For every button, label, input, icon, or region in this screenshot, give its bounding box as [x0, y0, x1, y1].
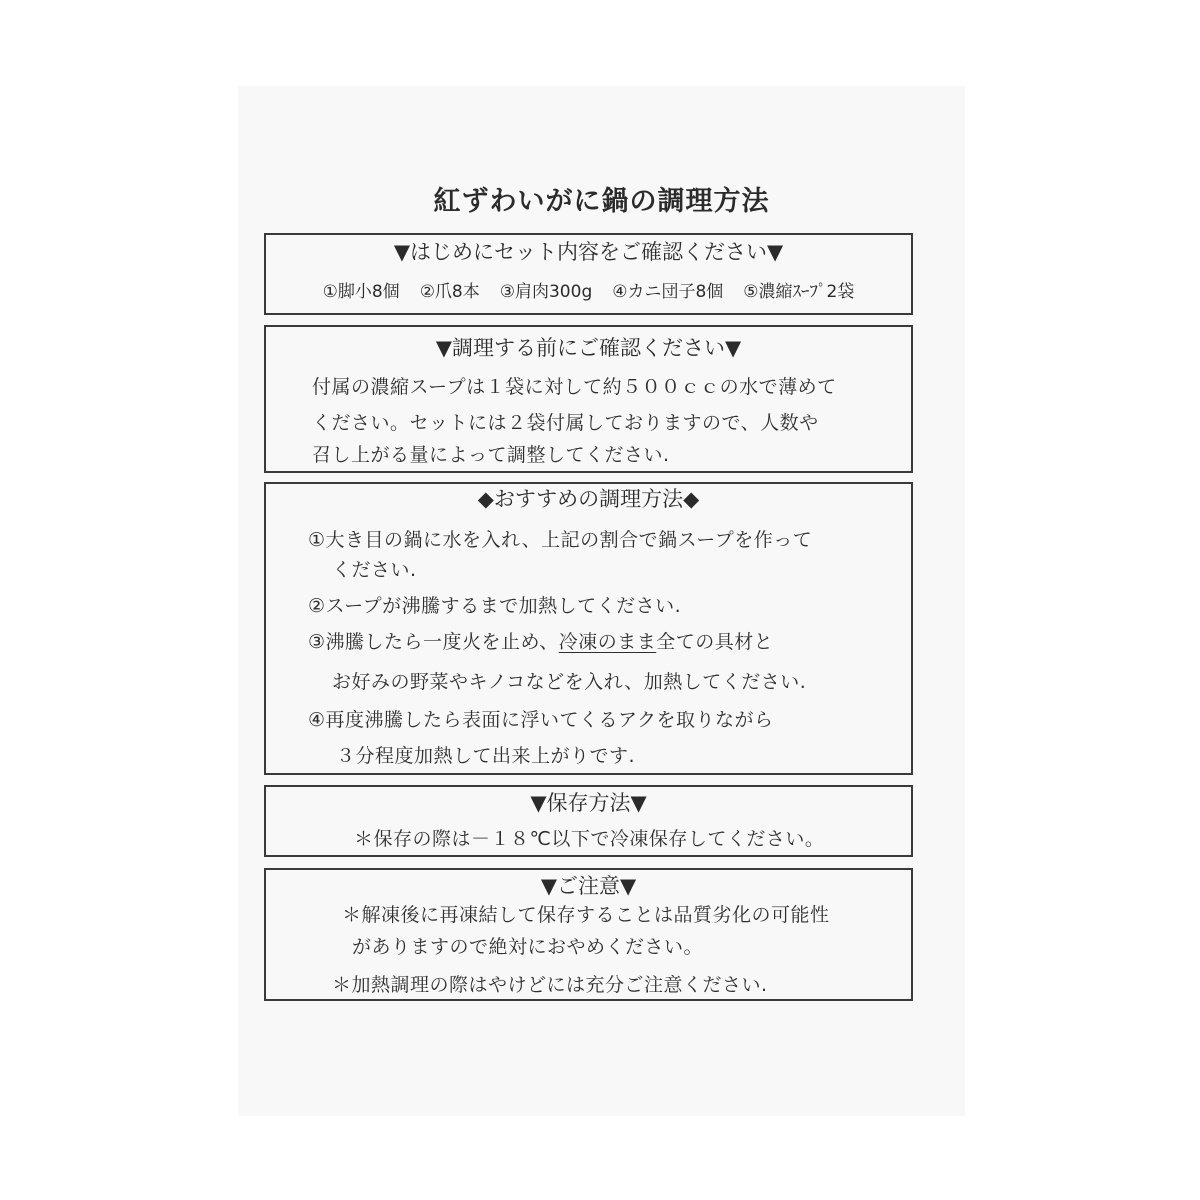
caution-box	[264, 868, 913, 1001]
set-contents-heading: ▼はじめにセット内容をご確認ください▼	[393, 240, 784, 264]
list-item: ④カニ団子8個	[612, 282, 724, 302]
before-cooking-box	[264, 325, 913, 473]
method-step: ください.	[332, 559, 417, 581]
storage-box	[264, 785, 913, 857]
method-step	[308, 628, 773, 656]
list-item: ①脚小8個	[322, 282, 400, 302]
caution-line: ＊加熱調理の際はやけどには充分ご注意ください.	[332, 974, 768, 996]
caution-line: がありますので絶対におやめください。	[352, 936, 704, 958]
set-contents-list	[266, 279, 911, 305]
before-cooking-heading: ▼調理する前にご確認ください▼	[435, 336, 742, 360]
list-item: ③肩肉300g	[499, 282, 593, 302]
before-cooking-line: 召し上がる量によって調整してください.	[312, 444, 670, 466]
caution-line: ＊解凍後に再凍結して保存することは品質劣化の可能性	[342, 904, 830, 926]
method-step: お好みの野菜やキノコなどを入れ、加熱してください.	[332, 671, 807, 693]
before-cooking-line: 付属の濃縮スープは１袋に対して約５００ｃｃの水で薄めて	[312, 376, 837, 398]
method-step: ②スープが沸騰するまで加熱してください.	[308, 595, 682, 617]
list-item: ②爪8本	[419, 282, 480, 302]
storage-heading: ▼保存方法▼	[530, 791, 647, 815]
method-heading: ◆おすすめの調理方法◆	[477, 487, 700, 511]
page-title: 紅ずわいがに鍋の調理方法	[433, 186, 770, 217]
method-step: ④再度沸騰したら表面に浮いてくるアクを取りながら	[308, 709, 774, 731]
method-step: ３分程度加熱して出来上がりです.	[336, 745, 636, 767]
method-step-text: 全ての具材と	[656, 631, 774, 653]
method-box	[264, 482, 913, 775]
caution-heading: ▼ご注意▼	[540, 874, 637, 898]
method-step-emphasis: 冷凍のまま	[558, 631, 657, 653]
list-item: ⑤濃縮ｽｰﾌﾟ2袋	[743, 282, 855, 302]
method-step-text: ③沸騰したら一度火を止め、	[308, 631, 559, 653]
storage-text: ＊保存の際は－１８℃以下で冷凍保存してください。	[354, 828, 825, 850]
method-step: ①大き目の鍋に水を入れ、上記の割合で鍋スープを作って	[308, 529, 813, 551]
set-contents-box	[264, 233, 913, 315]
before-cooking-line: ください。セットには２袋付属しておりますので、人数や	[312, 412, 819, 434]
